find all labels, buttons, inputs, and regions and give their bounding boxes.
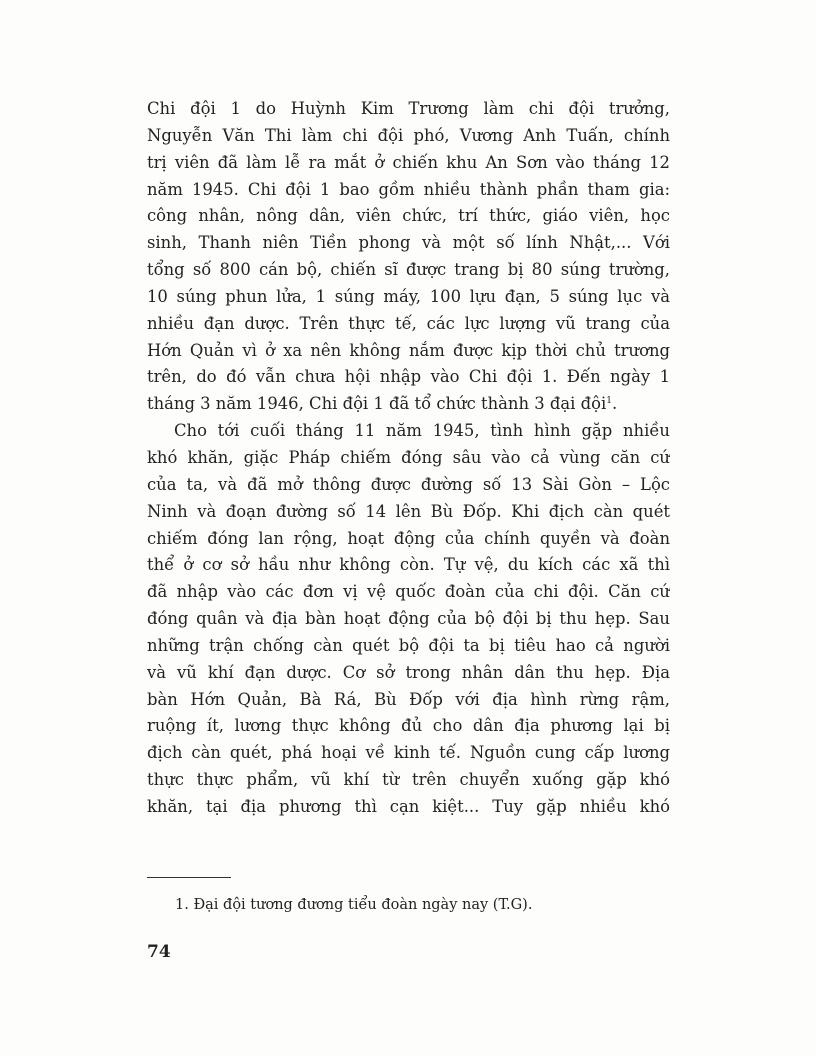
text-line: Ninh và đoạn đường số 14 lên Bù Đốp. Khi địch càn quét	[147, 501, 670, 521]
period: .	[611, 394, 618, 414]
text-line-content: tháng 3 năm 1946, Chi đội 1 đã tổ chức thành 3 đại đội	[147, 394, 607, 414]
text-line: của ta, và đã mở thông được đường số 13 Sài Gòn – Lộc	[147, 474, 670, 494]
text-line: khăn, tại địa phương thì cạn kiệt... Tuy gặp nhiều khó	[147, 796, 670, 816]
text-line: 10 súng phun lửa, 1 súng máy, 100 lựu đạn, 5 súng lục và	[147, 286, 670, 306]
text-line: thực thực phẩm, vũ khí từ trên chuyển xuống gặp khó	[147, 770, 670, 790]
text-line: sinh, Thanh niên Tiền phong và một số lính Nhật,... Với	[147, 233, 670, 253]
text-line: và vũ khí đạn dược. Cơ sở trong nhân dân thu hẹp. Địa	[147, 662, 670, 682]
text-line: trị viên đã làm lễ ra mắt ở chiến khu An Sơn vào tháng 12	[147, 152, 670, 172]
text-line: Chi đội 1 do Huỳnh Kim Trương làm chi đội trưởng,	[147, 99, 670, 118]
text-line: chiếm đóng lan rộng, hoạt động của chính quyền và đoàn	[147, 528, 670, 548]
text-line: Hớn Quản vì ở xa nên không nắm được kịp thời chủ trương	[147, 340, 670, 360]
footnote-marker: 1	[606, 396, 612, 407]
page-number: 74	[147, 942, 171, 962]
text-line: những trận chống càn quét bộ đội ta bị tiêu hao cả người	[147, 635, 670, 655]
text-line-paragraph-end	[147, 391, 670, 418]
footnote-divider	[147, 877, 231, 878]
text-line: thể ở cơ sở hầu như không còn. Tự vệ, du kích các xã thì	[147, 555, 670, 575]
text-line: Nguyễn Văn Thi làm chi đội phó, Vương Anh Tuấn, chính	[147, 125, 670, 145]
body-text	[147, 96, 670, 821]
text-line: ruộng ít, lương thực không đủ cho dân địa phương lại bị	[147, 716, 670, 736]
footnote: 1. Đại đội tương đương tiểu đoàn ngày nay (T.G).	[175, 897, 533, 913]
text-line: bàn Hớn Quản, Bà Rá, Bù Đốp với địa hình rừng rậm,	[147, 689, 670, 709]
text-line: tổng số 800 cán bộ, chiến sĩ được trang bị 80 súng trường,	[147, 260, 670, 280]
text-line: trên, do đó vẫn chưa hội nhập vào Chi đội 1. Đến ngày 1	[147, 367, 670, 387]
text-line: đã nhập vào các đơn vị vệ quốc đoàn của chi đội. Căn cứ	[147, 582, 670, 602]
text-line: đóng quân và địa bàn hoạt động của bộ đội bị thu hẹp. Sau	[147, 609, 670, 629]
text-line: nhiều đạn dược. Trên thực tế, các lực lượng vũ trang của	[147, 313, 670, 333]
text-line-paragraph-start: Cho tới cuối tháng 11 năm 1945, tình hình gặp nhiều	[174, 421, 670, 441]
text-line: năm 1945. Chi đội 1 bao gồm nhiều thành phần tham gia:	[147, 179, 670, 199]
text-line: khó khăn, giặc Pháp chiếm đóng sâu vào cả vùng căn cứ	[147, 447, 670, 467]
text-line: địch càn quét, phá hoại về kinh tế. Nguồn cung cấp lương	[147, 743, 670, 763]
text-line: công nhân, nông dân, viên chức, trí thức, giáo viên, học	[147, 206, 670, 226]
